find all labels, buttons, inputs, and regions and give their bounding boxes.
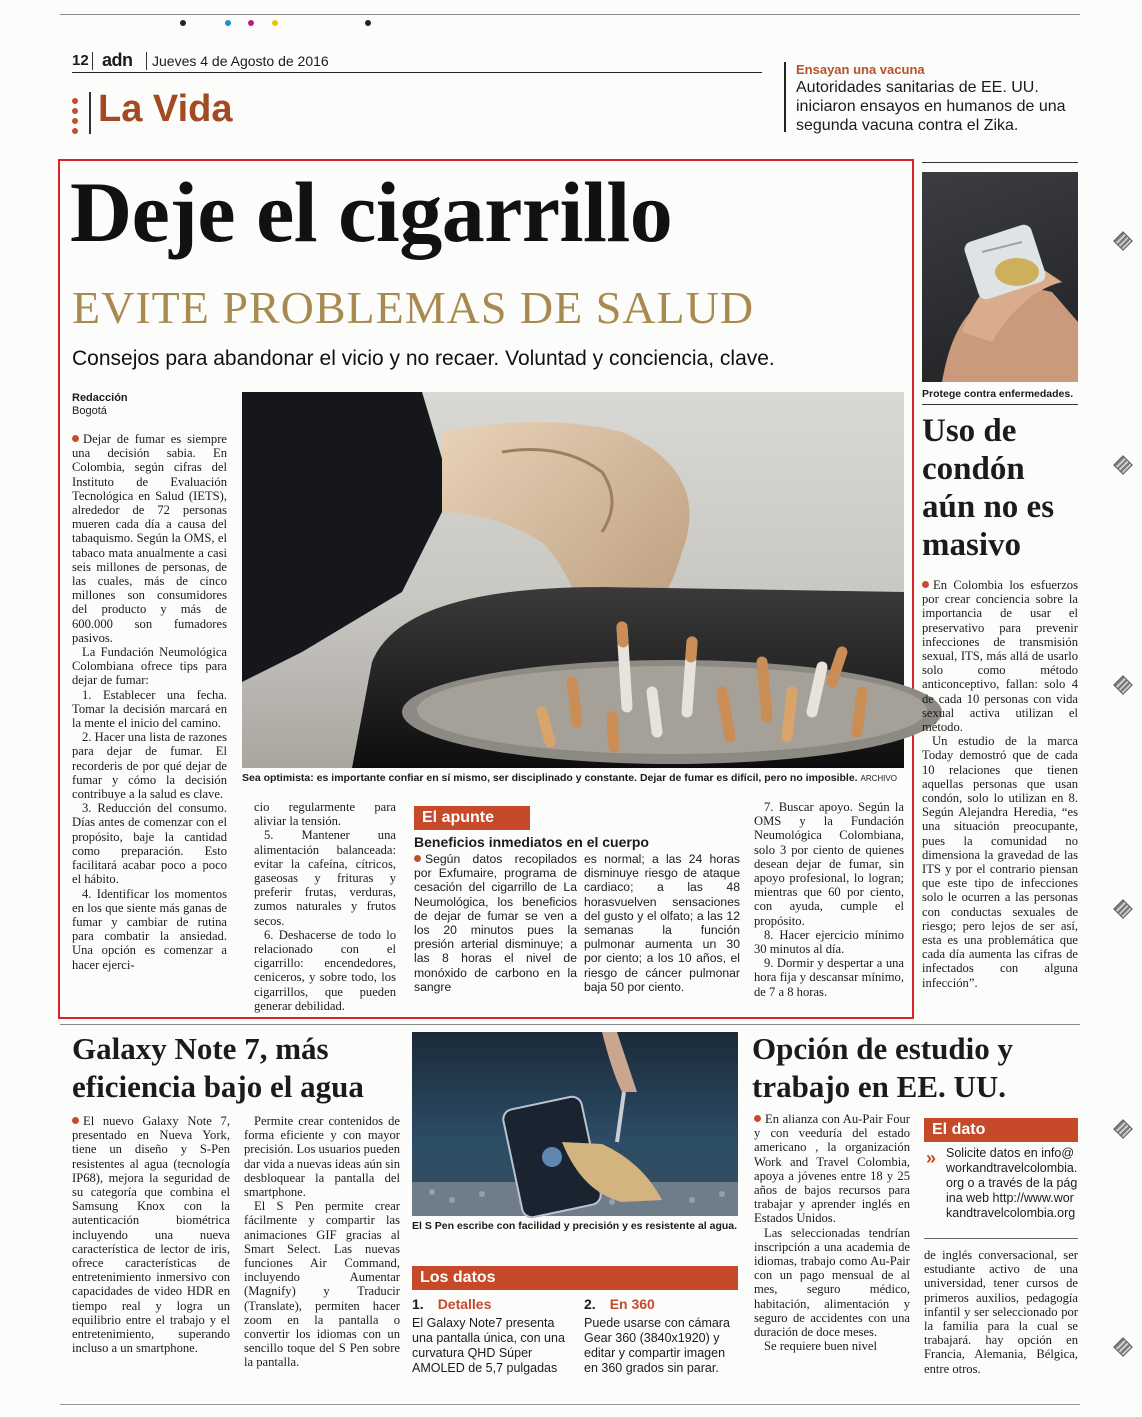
- condom-photo: [922, 172, 1078, 382]
- main-column-2: [254, 800, 396, 1013]
- registration-mark-icon: [1113, 675, 1133, 695]
- tip-1: 1. Establecer una fecha. Tomar la decisión marcará en la mente el inicio del camino.: [72, 687, 227, 731]
- tip-4: 4. Identificar los momentos en los que siente más ganas de fumar y cambiar de rutina para combatir la ansiedad. Una opción es comenzar a hacer ejerci-: [72, 886, 227, 972]
- print-dot: [180, 20, 186, 26]
- side-photo-caption: Protege contra enfermedades.: [922, 388, 1074, 400]
- tip-3: 3. Reducción del consumo. Días antes de comenzar con el propósito, baje la cantidad como preparación. Esto facilitará acabar poco a poco el hábito.: [72, 801, 227, 887]
- box-column-1: [414, 852, 577, 994]
- registration-mark-icon: [1113, 455, 1133, 475]
- box-text: Según datos recopilados por Exfumaire, programa de cesación del cigarrillo de La Neumológica, los beneficios de dejar de fumar se ven a los 20 minutos pues la presión arterial disminuye; a las 8 horas el nivel de monóxido de carbono en la sangre: [414, 852, 577, 994]
- main-headline: Deje el cigarrillo: [70, 164, 673, 260]
- item-number: 2.: [584, 1296, 596, 1312]
- page-number: 12: [72, 52, 89, 69]
- registration-mark-icon: [1113, 1337, 1133, 1357]
- print-dot: [272, 20, 278, 26]
- detail-item-1: [412, 1296, 491, 1314]
- tip-9: 9. Dormir y despertar a una hora fija y descansar mínimo, de 7 a 8 horas.: [754, 956, 904, 999]
- dato-tag: El dato: [924, 1118, 1078, 1142]
- galaxy-headline: Galaxy Note 7, más eficiencia bajo el agua: [72, 1031, 364, 1104]
- detail-item-2: [584, 1296, 655, 1314]
- cigarette-ashtray-photo: [242, 392, 904, 768]
- teaser-title: Ensayan una vacuna: [796, 62, 925, 77]
- paragraph: cio regularmente para aliviar la tensión.: [254, 800, 396, 829]
- paragraph: Las seleccionadas tendrían inscripción a una academia de idiomas, trabajo como Au-Pair con un pago mensual de al mes, seguro médico, habitación, alimentación y seguro de accidentes con una duración de doce meses.: [754, 1225, 910, 1340]
- registration-mark-icon: [1113, 231, 1133, 251]
- photo-credit: ARCHIVO: [860, 774, 897, 783]
- tip-7: 7. Buscar apoyo. Según la OMS y la Fundación Neumológica Colombiana, solo 3 por ciento de quienes desean dejar de fumar, sin apoyo profesional, lo logran; mientras que 60 por ciento, con ayuda, cumple el propósito.: [754, 800, 904, 928]
- caption-text: Sea optimista: es importante confiar en sí mismo, ser disciplinado y constante. Dejar de fumar es difícil, pero no imposible.: [242, 772, 858, 784]
- main-column-1: [72, 432, 227, 998]
- tip-2: 2. Hacer una lista de razones para dejar de fumar. El recorderis de por qué dejar de fumar y cómo la decisión contribuye a la salud es clave.: [72, 730, 227, 802]
- item-title: Detalles: [437, 1296, 492, 1312]
- box-tag: El apunte: [414, 806, 530, 830]
- paragraph: En alianza con Au-Pair Four y con veeduría del estado americano , la organización Work and Travel Colombia, apoya a jóvenes entre 18 y 25 años de bajos recursos para trabajar y aprender inglés en Estados Unidos.: [754, 1112, 910, 1226]
- study-column-1: [754, 1112, 910, 1376]
- paragraph: Se requiere buen nivel: [764, 1339, 877, 1354]
- tip-5: 5. Mantener una alimentación balanceada: evitar la cafeína, cítricos, gaseosas y frituras y preferir frutas, verduras, zumos naturales y frutos secos.: [254, 828, 396, 928]
- tip-8: 8. Hacer ejercicio mínimo 30 minutos al día.: [754, 927, 904, 957]
- item-number: 1.: [412, 1296, 424, 1312]
- chevron-right-icon: »: [926, 1148, 937, 1168]
- dato-text: Solicite datos en info@workandtravelcolombia.org o a través de la página web http://www.workandtravelcolombia.org: [946, 1146, 1078, 1220]
- item-1-text: El Galaxy Note7 presenta una pantalla única, con una curvatura QHD Súper AMOLED de 5,7 pulgadas: [412, 1316, 565, 1375]
- data-tag: Los datos: [412, 1266, 738, 1290]
- main-subheadline: EVITE PROBLEMAS DE SALUD: [72, 282, 755, 333]
- phone-underwater-photo: [412, 1032, 738, 1216]
- item-title: En 360: [609, 1296, 655, 1312]
- section-bullets-icon: [72, 98, 80, 134]
- print-dot: [225, 20, 231, 26]
- paragraph: Dejar de fumar es siempre una decisión sabia. En Colombia, según cifras del Instituto de Evaluación Tecnológica en Salud (IETS), alrededor de 72 personas mueren cada día a causa del tabaquismo. Según la OMS, el tabaco mata anualmente a casi seis millones de personas, de las cuales, más de cinco millones son consumidores del producto y más de 600.000 son fumadores pasivos.: [72, 432, 227, 645]
- issue-date: Jueves 4 de Agosto de 2016: [152, 53, 329, 69]
- paragraph: En Colombia los esfuerzos por crear conciencia sobre la importancia de usar el preservativo para prevenir infecciones de transmisión sexual, ITS, más allá de usarlo solo como método anticonceptivo, fallan: solo 4 de cada 10 personas con vida sexual activa utilizan el método.: [922, 578, 1078, 735]
- side-column: [922, 578, 1078, 1018]
- box-title: Beneficios inmediatos en el cuerpo: [414, 834, 649, 850]
- box-column-2: es normal; a las 24 horas disminuye riesgo de ataque cardiaco; a las 48 horasvuelven sensaciones del gusto y el olfato; a las 12 semanas la función pulmonar aumenta un 30 por ciento; a los 10 años, el riesgo de cáncer pulmonar baja 50 por ciento.: [584, 852, 740, 994]
- galaxy-photo-caption: El S Pen escribe con facilidad y precisión y es resistente al agua.: [412, 1220, 738, 1232]
- study-column-2: de inglés conversacional, ser estudiante activo de una universidad, tener cursos de primeros auxilios, pedagogía infantil y ser seleccionado por la familia para la cual se trabajará. hay opción en Francia, Alemania, Bélgica, entre otros.: [924, 1248, 1078, 1376]
- print-dot: [365, 20, 371, 26]
- main-column-3: [754, 800, 904, 1000]
- teaser-text: Autoridades sanitarias de EE. UU. iniciaron ensayos en humanos de una segunda vacuna contra el Zika.: [796, 79, 1066, 134]
- section-title: La Vida: [98, 88, 233, 130]
- galaxy-column-2: [244, 1114, 400, 1374]
- tip-6: 6. Deshacerse de todo lo relacionado con el cigarrillo: encendedores, ceniceros, y sobre todo, los cigarrillos, que pueden generar debilidad.: [254, 927, 396, 1013]
- item-2-text: Puede usarse con cámara Gear 360 (3840x1920) y editar y compartir imagen en 360 grados sin parar.: [584, 1316, 730, 1375]
- location: Bogotá: [72, 405, 107, 417]
- byline: Redacción: [72, 392, 128, 404]
- paragraph: Permite crear contenidos de forma eficiente y con mayor precisión. Los usuarios pueden dar vida a nuevas ideas aún sin desbloquear la pantalla del smartphone.: [244, 1114, 400, 1200]
- galaxy-column-1: [72, 1114, 230, 1374]
- publication-logo: adn: [102, 50, 133, 70]
- paragraph: El nuevo Galaxy Note 7, presentado en Nueva York, tiene un diseño y S-Pen resistentes al agua (tecnología IP68), mejora la seguridad de su categoría que combina el Samsung Knox con la autenticación biométrica incluyendo una nueva característica de lector de iris, ofrece características de entretenimiento inmersivo con capacidades de video HDR en tiempo real y logra un equilibrio entre el trabajo y el entretenimiento, superando incluso a un smartphone.: [72, 1114, 230, 1356]
- paragraph: La Fundación Neumológica Colombiana ofrece tips para dejar de fumar:: [72, 645, 227, 688]
- main-photo-caption: [242, 772, 904, 785]
- study-headline: Opción de estudio y trabajo en EE. UU.: [752, 1031, 1013, 1104]
- paragraph: El S Pen permite crear fácilmente y compartir las animaciones GIF gracias al Smart Select. Las nuevas funciones Air Command, incluyendo Aumentar (Magnify) y Traducir (Translate), permiten hacer zoom en la pantalla o convertir los idiomas con un sencillo toque del S Pen sobre la pantalla.: [244, 1199, 400, 1370]
- registration-mark-icon: [1113, 899, 1133, 919]
- registration-mark-icon: [1113, 1119, 1133, 1139]
- paragraph: Un estudio de la marca Today demostró que de cada 10 relaciones que tienen aquellas personas que usan condón, solo lo utilizan en 8. Según Alejandra Heredia, “es una situación preocupante, pues la comunidad no dimensiona la gravedad de las ITS y por el contrario piensan que este tipo de infecciones solo le ocurren a las personas con conductas sexuales de riesgo; pero lejos de ser así, esta es una problemática que cada día aumenta las cifras de infectados con alguna infección”.: [922, 734, 1078, 990]
- main-deck: Consejos para abandonar el vicio y no recaer. Voluntad y conciencia, clave.: [72, 347, 775, 370]
- print-dot: [248, 20, 254, 26]
- side-headline: Uso de condón aún no es masivo: [922, 413, 1055, 563]
